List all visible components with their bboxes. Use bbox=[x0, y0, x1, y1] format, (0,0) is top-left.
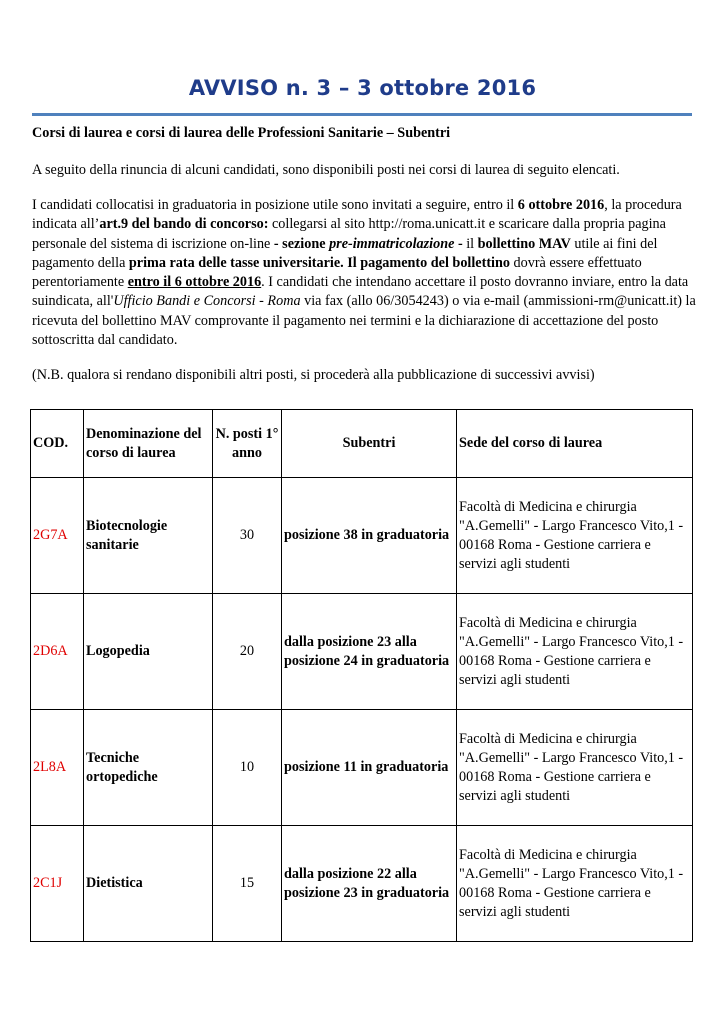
body-text: via fax (allo 06/3054243) o via e-mail (ammissioni-rm@unicatt.it) la ricevuta del bollettino MAV comprovante il pagamento nei termini e la dichiarazione di accettazione del posto sottoscritta dal candidato. bbox=[32, 293, 696, 349]
header-subentri: Subentri bbox=[282, 410, 457, 478]
course-sede: Facoltà di Medicina e chirurgia "A.Gemelli" - Largo Francesco Vito,1 - 00168 Roma - Gestione carriera e servizi agli studenti bbox=[457, 710, 693, 826]
body-office: Ufficio Bandi e Concorsi - Roma bbox=[113, 293, 301, 310]
header-denominazione: Denominazione del corso di laurea bbox=[84, 410, 213, 478]
body-text: , la procedura indicata all’ bbox=[32, 197, 682, 233]
course-code: 2G7A bbox=[31, 478, 84, 594]
course-subentri: posizione 38 in graduatoria bbox=[282, 478, 457, 594]
table-row bbox=[31, 478, 693, 594]
body-text: I candidati collocatisi in graduatoria in posizione utile sono invitati a seguire, entro il bbox=[32, 197, 518, 213]
nb-note: (N.B. qualora si rendano disponibili altri posti, si procederà alla pubblicazione di successivi avvisi) bbox=[32, 367, 595, 383]
course-subentri: dalla posizione 23 alla posizione 24 in graduatoria bbox=[282, 594, 457, 710]
course-name: Logopedia bbox=[84, 594, 213, 710]
notice-subtitle: Corsi di laurea e corsi di laurea delle Professioni Sanitarie – Subentri bbox=[32, 125, 451, 141]
body-mav: bollettino MAV bbox=[477, 235, 571, 252]
course-subentri: posizione 11 in graduatoria bbox=[282, 710, 457, 826]
body-text: . I candidati che intendano accettare il posto dovranno inviare, entro la data suindicata, all' bbox=[32, 274, 689, 310]
body-section-label: - sezione bbox=[273, 235, 330, 252]
body-text: collegarsi al sito http://roma.unicatt.it e scaricare dalla propria pagina personale del sistema di iscrizione on-line bbox=[32, 216, 666, 252]
table-header-row bbox=[31, 410, 693, 478]
notice-title: AVVISO n. 3 – 3 ottobre 2016 bbox=[188, 76, 537, 100]
table-row bbox=[31, 826, 693, 942]
course-code: 2D6A bbox=[31, 594, 84, 710]
course-seats: 20 bbox=[213, 594, 282, 710]
course-code: 2C1J bbox=[31, 826, 84, 942]
body-article-ref: art.9 del bando di concorso: bbox=[99, 216, 269, 233]
header-posti: N. posti 1° anno bbox=[213, 410, 282, 478]
table-row bbox=[31, 594, 693, 710]
course-code: 2L8A bbox=[31, 710, 84, 826]
course-name: Biotecnologie sanitarie bbox=[84, 478, 213, 594]
body-payment-deadline: entro il 6 ottobre 2016 bbox=[127, 274, 262, 291]
course-seats: 10 bbox=[213, 710, 282, 826]
course-sede: Facoltà di Medicina e chirurgia "A.Gemelli" - Largo Francesco Vito,1 - 00168 Roma - Gestione carriera e servizi agli studenti bbox=[457, 594, 693, 710]
course-name: Tecniche ortopediche bbox=[84, 710, 213, 826]
title-divider bbox=[32, 113, 692, 116]
course-seats: 30 bbox=[213, 478, 282, 594]
course-sede: Facoltà di Medicina e chirurgia "A.Gemelli" - Largo Francesco Vito,1 - 00168 Roma - Gestione carriera e servizi agli studenti bbox=[457, 478, 693, 594]
body-deadline: 6 ottobre 2016 bbox=[517, 197, 605, 213]
course-seats: 15 bbox=[213, 826, 282, 942]
course-sede: Facoltà di Medicina e chirurgia "A.Gemelli" - Largo Francesco Vito,1 - 00168 Roma - Gestione carriera e servizi agli studenti bbox=[457, 826, 693, 942]
header-sede: Sede del corso di laurea bbox=[457, 410, 693, 478]
body-dash: - bbox=[454, 235, 463, 252]
intro-paragraph: A seguito della rinuncia di alcuni candidati, sono disponibili posti nei corsi di laurea di seguito elencati. bbox=[32, 162, 620, 178]
body-text: dovrà essere effettuato perentoriamente bbox=[32, 254, 642, 291]
course-subentri: dalla posizione 22 alla posizione 23 in graduatoria bbox=[282, 826, 457, 942]
course-name: Dietistica bbox=[84, 826, 213, 942]
body-paragraph bbox=[32, 196, 696, 350]
subentri-table bbox=[30, 409, 693, 942]
table-row bbox=[31, 710, 693, 826]
body-section-name: pre-immatricolazione bbox=[329, 235, 455, 252]
body-text: utile ai fini del pagamento della bbox=[32, 235, 658, 271]
body-payment: prima rata delle tasse universitarie. Il pagamento del bollettino bbox=[128, 254, 510, 271]
header-cod: COD. bbox=[31, 410, 84, 478]
body-text: il bbox=[462, 235, 478, 252]
